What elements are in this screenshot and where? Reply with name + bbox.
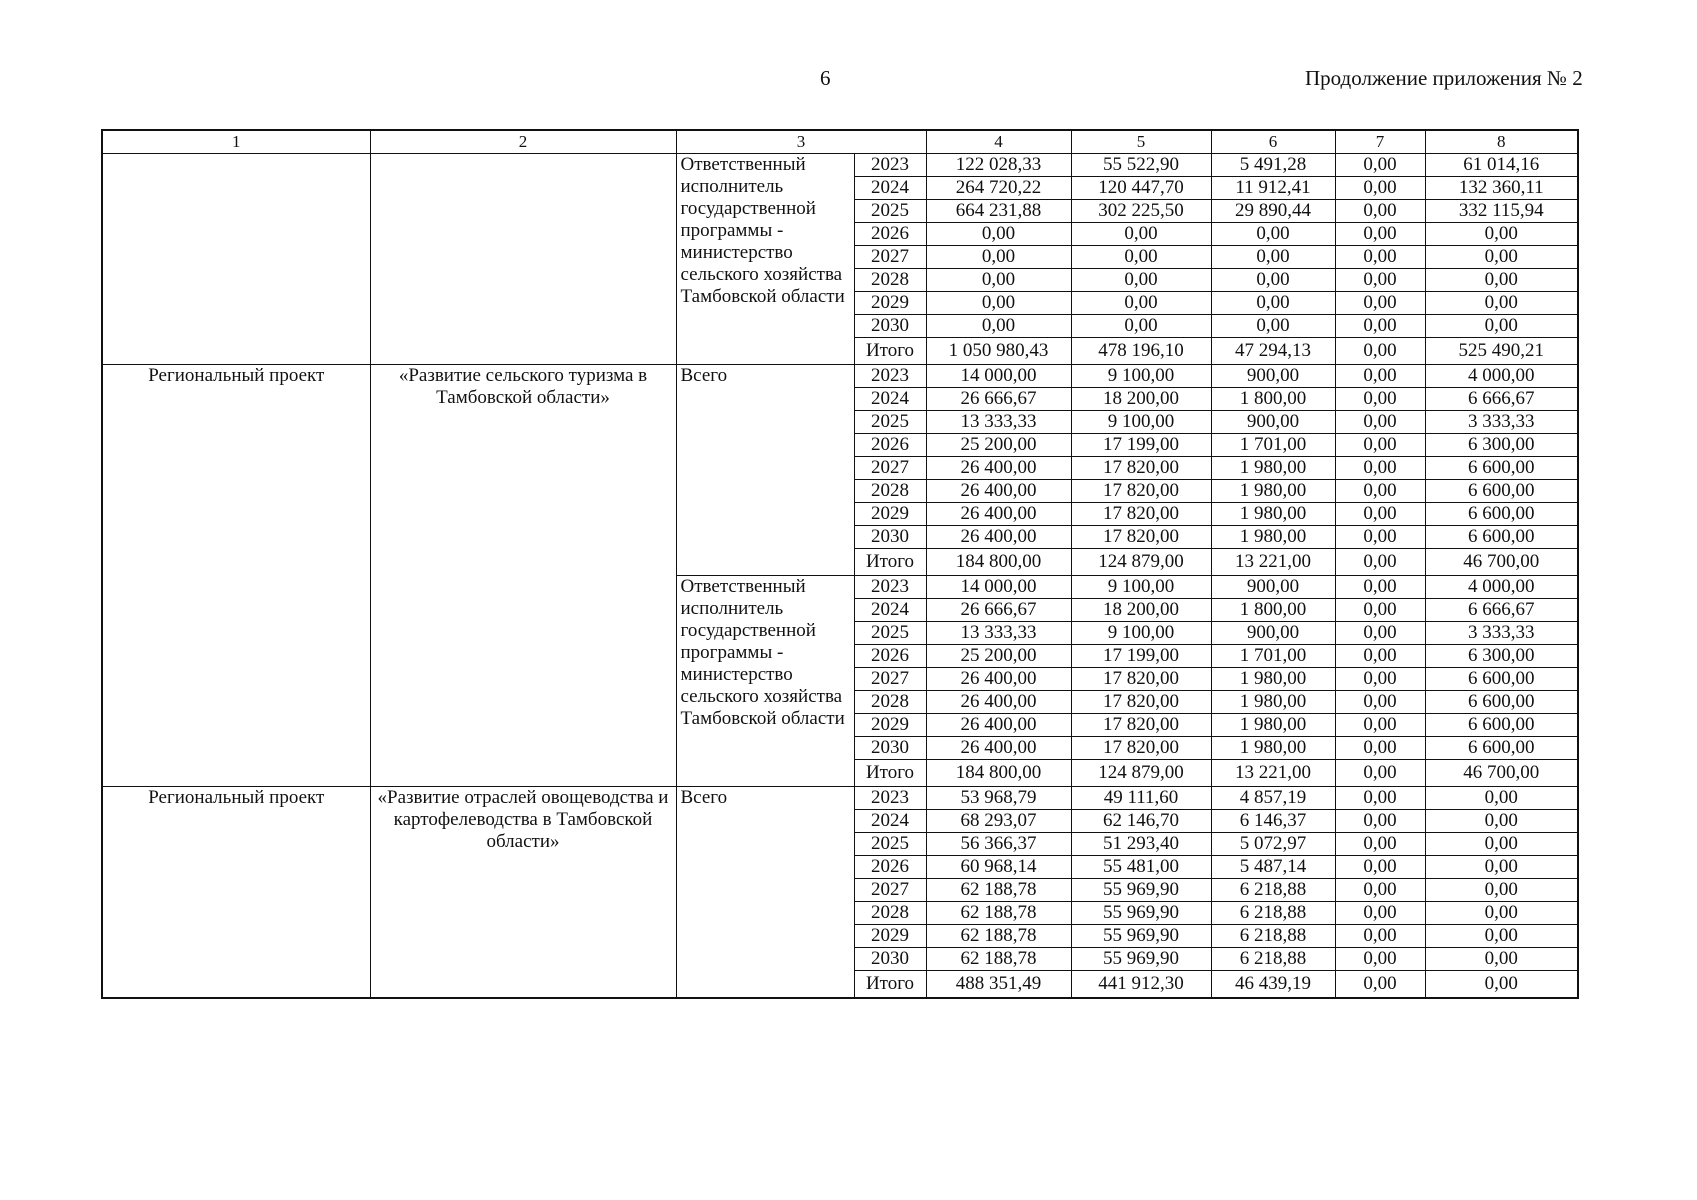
column-numbers-row xyxy=(102,130,1578,154)
amount-cell: 46 700,00 xyxy=(1425,549,1578,576)
amount-cell: 1 050 980,43 xyxy=(926,338,1071,365)
project-name-cell: «Развитие отраслей овощеводства и картофелеводства в Тамбовской области» xyxy=(370,787,676,998)
amount-cell: 0,00 xyxy=(1425,269,1578,292)
amount-cell: 1 800,00 xyxy=(1211,599,1335,622)
amount-cell: 1 980,00 xyxy=(1211,457,1335,480)
year-cell: 2029 xyxy=(854,503,926,526)
amount-cell: 17 820,00 xyxy=(1071,691,1211,714)
amount-cell: 900,00 xyxy=(1211,365,1335,388)
amount-cell: 1 980,00 xyxy=(1211,480,1335,503)
amount-cell: 6 218,88 xyxy=(1211,902,1335,925)
amount-cell: 0,00 xyxy=(1335,338,1425,365)
amount-cell: 0,00 xyxy=(1335,971,1425,998)
amount-cell: 11 912,41 xyxy=(1211,177,1335,200)
year-cell: 2027 xyxy=(854,879,926,902)
amount-cell: 0,00 xyxy=(1425,856,1578,879)
year-cell: 2028 xyxy=(854,269,926,292)
amount-cell: 62 188,78 xyxy=(926,879,1071,902)
year-cell: 2027 xyxy=(854,457,926,480)
column-header: 4 xyxy=(926,130,1071,154)
amount-cell: 0,00 xyxy=(1335,645,1425,668)
year-cell: 2024 xyxy=(854,388,926,411)
amount-cell: 0,00 xyxy=(926,292,1071,315)
amount-cell: 17 820,00 xyxy=(1071,737,1211,760)
amount-cell: 0,00 xyxy=(926,246,1071,269)
amount-cell: 0,00 xyxy=(1335,388,1425,411)
amount-cell: 56 366,37 xyxy=(926,833,1071,856)
amount-cell: 6 600,00 xyxy=(1425,714,1578,737)
year-cell: 2024 xyxy=(854,177,926,200)
appendix-caption: Продолжение приложения № 2 xyxy=(1305,66,1583,90)
amount-cell: 55 969,90 xyxy=(1071,902,1211,925)
amount-cell: 0,00 xyxy=(1335,200,1425,223)
amount-cell: 0,00 xyxy=(1425,971,1578,998)
amount-cell: 14 000,00 xyxy=(926,365,1071,388)
amount-cell: 0,00 xyxy=(1335,691,1425,714)
amount-cell: 900,00 xyxy=(1211,576,1335,599)
year-cell: 2024 xyxy=(854,599,926,622)
amount-cell: 62 188,78 xyxy=(926,902,1071,925)
amount-cell: 184 800,00 xyxy=(926,549,1071,576)
amount-cell: 302 225,50 xyxy=(1071,200,1211,223)
amount-cell: 17 820,00 xyxy=(1071,457,1211,480)
amount-cell: 0,00 xyxy=(926,315,1071,338)
amount-cell: 0,00 xyxy=(1335,599,1425,622)
amount-cell: 0,00 xyxy=(1335,292,1425,315)
amount-cell: 55 522,90 xyxy=(1071,154,1211,177)
amount-cell: 132 360,11 xyxy=(1425,177,1578,200)
amount-cell: 0,00 xyxy=(1335,622,1425,645)
amount-cell: 900,00 xyxy=(1211,622,1335,645)
amount-cell: 0,00 xyxy=(1335,549,1425,576)
amount-cell: 6 600,00 xyxy=(1425,480,1578,503)
amount-cell: 0,00 xyxy=(1335,787,1425,810)
amount-cell: 0,00 xyxy=(1425,833,1578,856)
year-cell: 2023 xyxy=(854,365,926,388)
amount-cell: 46 700,00 xyxy=(1425,760,1578,787)
amount-cell: 0,00 xyxy=(1335,810,1425,833)
amount-cell: 122 028,33 xyxy=(926,154,1071,177)
amount-cell: 0,00 xyxy=(1071,223,1211,246)
amount-cell: 55 481,00 xyxy=(1071,856,1211,879)
amount-cell: 17 820,00 xyxy=(1071,526,1211,549)
amount-cell: 17 820,00 xyxy=(1071,668,1211,691)
year-cell: 2029 xyxy=(854,714,926,737)
amount-cell: 0,00 xyxy=(1335,576,1425,599)
program-label-cell: Региональный проект xyxy=(102,365,370,787)
table-row xyxy=(102,365,1578,388)
amount-cell: 26 666,67 xyxy=(926,388,1071,411)
year-cell: 2026 xyxy=(854,645,926,668)
year-cell: 2026 xyxy=(854,223,926,246)
amount-cell: 6 146,37 xyxy=(1211,810,1335,833)
amount-cell: 4 857,19 xyxy=(1211,787,1335,810)
amount-cell: 1 980,00 xyxy=(1211,503,1335,526)
amount-cell: 441 912,30 xyxy=(1071,971,1211,998)
amount-cell: 46 439,19 xyxy=(1211,971,1335,998)
amount-cell: 0,00 xyxy=(1335,526,1425,549)
amount-cell: 26 400,00 xyxy=(926,714,1071,737)
amount-cell: 17 199,00 xyxy=(1071,645,1211,668)
funding-source-cell: Всего xyxy=(676,787,854,998)
amount-cell: 0,00 xyxy=(1335,365,1425,388)
amount-cell: 26 666,67 xyxy=(926,599,1071,622)
amount-cell: 0,00 xyxy=(1425,902,1578,925)
page-number: 6 xyxy=(820,66,831,90)
amount-cell: 6 600,00 xyxy=(1425,457,1578,480)
amount-cell: 13 333,33 xyxy=(926,411,1071,434)
amount-cell: 0,00 xyxy=(1425,787,1578,810)
amount-cell: 0,00 xyxy=(1425,879,1578,902)
year-cell: Итого xyxy=(854,971,926,998)
amount-cell: 55 969,90 xyxy=(1071,948,1211,971)
amount-cell: 26 400,00 xyxy=(926,503,1071,526)
amount-cell: 0,00 xyxy=(1071,269,1211,292)
column-header: 7 xyxy=(1335,130,1425,154)
table-header xyxy=(102,130,1578,154)
amount-cell: 6 600,00 xyxy=(1425,668,1578,691)
amount-cell: 0,00 xyxy=(1211,223,1335,246)
year-cell: Итого xyxy=(854,338,926,365)
amount-cell: 0,00 xyxy=(1211,246,1335,269)
amount-cell: 478 196,10 xyxy=(1071,338,1211,365)
amount-cell: 0,00 xyxy=(1335,833,1425,856)
amount-cell: 0,00 xyxy=(1335,434,1425,457)
program-label-cell xyxy=(102,154,370,365)
amount-cell: 0,00 xyxy=(1335,223,1425,246)
amount-cell: 55 969,90 xyxy=(1071,925,1211,948)
amount-cell: 13 221,00 xyxy=(1211,760,1335,787)
amount-cell: 6 600,00 xyxy=(1425,691,1578,714)
year-cell: 2024 xyxy=(854,810,926,833)
amount-cell: 6 300,00 xyxy=(1425,434,1578,457)
year-cell: 2028 xyxy=(854,480,926,503)
year-cell: 2025 xyxy=(854,622,926,645)
amount-cell: 55 969,90 xyxy=(1071,879,1211,902)
amount-cell: 5 072,97 xyxy=(1211,833,1335,856)
amount-cell: 9 100,00 xyxy=(1071,365,1211,388)
amount-cell: 3 333,33 xyxy=(1425,622,1578,645)
amount-cell: 6 600,00 xyxy=(1425,503,1578,526)
amount-cell: 61 014,16 xyxy=(1425,154,1578,177)
amount-cell: 13 221,00 xyxy=(1211,549,1335,576)
amount-cell: 26 400,00 xyxy=(926,668,1071,691)
amount-cell: 29 890,44 xyxy=(1211,200,1335,223)
year-cell: 2029 xyxy=(854,925,926,948)
amount-cell: 6 666,67 xyxy=(1425,388,1578,411)
amount-cell: 488 351,49 xyxy=(926,971,1071,998)
amount-cell: 0,00 xyxy=(1335,315,1425,338)
amount-cell: 124 879,00 xyxy=(1071,760,1211,787)
amount-cell: 332 115,94 xyxy=(1425,200,1578,223)
amount-cell: 17 820,00 xyxy=(1071,503,1211,526)
amount-cell: 17 820,00 xyxy=(1071,714,1211,737)
amount-cell: 0,00 xyxy=(1425,315,1578,338)
amount-cell: 124 879,00 xyxy=(1071,549,1211,576)
amount-cell: 47 294,13 xyxy=(1211,338,1335,365)
amount-cell: 68 293,07 xyxy=(926,810,1071,833)
amount-cell: 0,00 xyxy=(1071,246,1211,269)
amount-cell: 0,00 xyxy=(1425,810,1578,833)
amount-cell: 0,00 xyxy=(1335,154,1425,177)
amount-cell: 0,00 xyxy=(1335,177,1425,200)
year-cell: 2023 xyxy=(854,154,926,177)
amount-cell: 49 111,60 xyxy=(1071,787,1211,810)
amount-cell: 0,00 xyxy=(1211,292,1335,315)
amount-cell: 0,00 xyxy=(1335,925,1425,948)
column-header: 8 xyxy=(1425,130,1578,154)
project-name-cell xyxy=(370,154,676,365)
amount-cell: 13 333,33 xyxy=(926,622,1071,645)
funding-source-cell: Ответственный исполнитель государственной программы - министерство сельского хозяйства Тамбовской области xyxy=(676,154,854,365)
table-body xyxy=(102,154,1578,998)
amount-cell: 51 293,40 xyxy=(1071,833,1211,856)
funding-source-cell: Всего xyxy=(676,365,854,576)
year-cell: 2030 xyxy=(854,948,926,971)
amount-cell: 6 300,00 xyxy=(1425,645,1578,668)
amount-cell: 264 720,22 xyxy=(926,177,1071,200)
year-cell: 2027 xyxy=(854,246,926,269)
amount-cell: 0,00 xyxy=(1335,856,1425,879)
amount-cell: 0,00 xyxy=(926,223,1071,246)
amount-cell: 0,00 xyxy=(1335,480,1425,503)
amount-cell: 6 218,88 xyxy=(1211,879,1335,902)
year-cell: Итого xyxy=(854,760,926,787)
year-cell: 2030 xyxy=(854,526,926,549)
column-header: 6 xyxy=(1211,130,1335,154)
amount-cell: 0,00 xyxy=(1335,411,1425,434)
year-cell: 2028 xyxy=(854,902,926,925)
amount-cell: 9 100,00 xyxy=(1071,622,1211,645)
amount-cell: 6 600,00 xyxy=(1425,526,1578,549)
amount-cell: 0,00 xyxy=(1425,246,1578,269)
year-cell: 2025 xyxy=(854,833,926,856)
budget-table xyxy=(101,129,1579,999)
amount-cell: 0,00 xyxy=(1335,902,1425,925)
amount-cell: 0,00 xyxy=(1335,714,1425,737)
funding-source-cell: Ответственный исполнитель государственной программы - министерство сельского хозяйства Тамбовской области xyxy=(676,576,854,787)
amount-cell: 0,00 xyxy=(1425,925,1578,948)
amount-cell: 17 199,00 xyxy=(1071,434,1211,457)
year-cell: 2025 xyxy=(854,200,926,223)
amount-cell: 9 100,00 xyxy=(1071,576,1211,599)
amount-cell: 1 980,00 xyxy=(1211,714,1335,737)
amount-cell: 62 146,70 xyxy=(1071,810,1211,833)
amount-cell: 25 200,00 xyxy=(926,434,1071,457)
amount-cell: 26 400,00 xyxy=(926,457,1071,480)
amount-cell: 6 600,00 xyxy=(1425,737,1578,760)
project-name-cell: «Развитие сельского туризма в Тамбовской области» xyxy=(370,365,676,787)
amount-cell: 1 701,00 xyxy=(1211,645,1335,668)
amount-cell: 18 200,00 xyxy=(1071,388,1211,411)
amount-cell: 18 200,00 xyxy=(1071,599,1211,622)
year-cell: 2023 xyxy=(854,787,926,810)
amount-cell: 1 980,00 xyxy=(1211,668,1335,691)
amount-cell: 0,00 xyxy=(1211,315,1335,338)
amount-cell: 184 800,00 xyxy=(926,760,1071,787)
amount-cell: 3 333,33 xyxy=(1425,411,1578,434)
amount-cell: 1 800,00 xyxy=(1211,388,1335,411)
amount-cell: 26 400,00 xyxy=(926,480,1071,503)
amount-cell: 0,00 xyxy=(1335,760,1425,787)
table-row xyxy=(102,787,1578,810)
amount-cell: 9 100,00 xyxy=(1071,411,1211,434)
column-header: 1 xyxy=(102,130,370,154)
amount-cell: 1 980,00 xyxy=(1211,737,1335,760)
year-cell: 2025 xyxy=(854,411,926,434)
year-cell: 2028 xyxy=(854,691,926,714)
year-cell: 2023 xyxy=(854,576,926,599)
amount-cell: 525 490,21 xyxy=(1425,338,1578,365)
amount-cell: 60 968,14 xyxy=(926,856,1071,879)
amount-cell: 120 447,70 xyxy=(1071,177,1211,200)
amount-cell: 26 400,00 xyxy=(926,691,1071,714)
program-label-cell: Региональный проект xyxy=(102,787,370,998)
column-header: 5 xyxy=(1071,130,1211,154)
amount-cell: 0,00 xyxy=(926,269,1071,292)
amount-cell: 0,00 xyxy=(1335,737,1425,760)
amount-cell: 0,00 xyxy=(1335,457,1425,480)
amount-cell: 5 491,28 xyxy=(1211,154,1335,177)
year-cell: 2029 xyxy=(854,292,926,315)
amount-cell: 17 820,00 xyxy=(1071,480,1211,503)
amount-cell: 1 980,00 xyxy=(1211,526,1335,549)
amount-cell: 0,00 xyxy=(1335,269,1425,292)
table-row xyxy=(102,154,1578,177)
amount-cell: 0,00 xyxy=(1335,948,1425,971)
amount-cell: 14 000,00 xyxy=(926,576,1071,599)
amount-cell: 5 487,14 xyxy=(1211,856,1335,879)
year-cell: 2027 xyxy=(854,668,926,691)
amount-cell: 0,00 xyxy=(1335,246,1425,269)
amount-cell: 4 000,00 xyxy=(1425,365,1578,388)
amount-cell: 25 200,00 xyxy=(926,645,1071,668)
amount-cell: 664 231,88 xyxy=(926,200,1071,223)
amount-cell: 0,00 xyxy=(1425,292,1578,315)
amount-cell: 6 666,67 xyxy=(1425,599,1578,622)
amount-cell: 0,00 xyxy=(1335,668,1425,691)
amount-cell: 6 218,88 xyxy=(1211,925,1335,948)
amount-cell: 4 000,00 xyxy=(1425,576,1578,599)
amount-cell: 0,00 xyxy=(1335,879,1425,902)
amount-cell: 6 218,88 xyxy=(1211,948,1335,971)
amount-cell: 0,00 xyxy=(1425,223,1578,246)
amount-cell: 0,00 xyxy=(1071,292,1211,315)
column-header: 2 xyxy=(370,130,676,154)
amount-cell: 0,00 xyxy=(1425,948,1578,971)
amount-cell: 1 701,00 xyxy=(1211,434,1335,457)
year-cell: 2026 xyxy=(854,856,926,879)
amount-cell: 62 188,78 xyxy=(926,948,1071,971)
amount-cell: 26 400,00 xyxy=(926,526,1071,549)
amount-cell: 26 400,00 xyxy=(926,737,1071,760)
year-cell: 2030 xyxy=(854,315,926,338)
amount-cell: 62 188,78 xyxy=(926,925,1071,948)
year-cell: 2030 xyxy=(854,737,926,760)
amount-cell: 0,00 xyxy=(1071,315,1211,338)
amount-cell: 0,00 xyxy=(1211,269,1335,292)
amount-cell: 900,00 xyxy=(1211,411,1335,434)
amount-cell: 0,00 xyxy=(1335,503,1425,526)
year-cell: Итого xyxy=(854,549,926,576)
column-header: 3 xyxy=(676,130,926,154)
amount-cell: 1 980,00 xyxy=(1211,691,1335,714)
year-cell: 2026 xyxy=(854,434,926,457)
amount-cell: 53 968,79 xyxy=(926,787,1071,810)
